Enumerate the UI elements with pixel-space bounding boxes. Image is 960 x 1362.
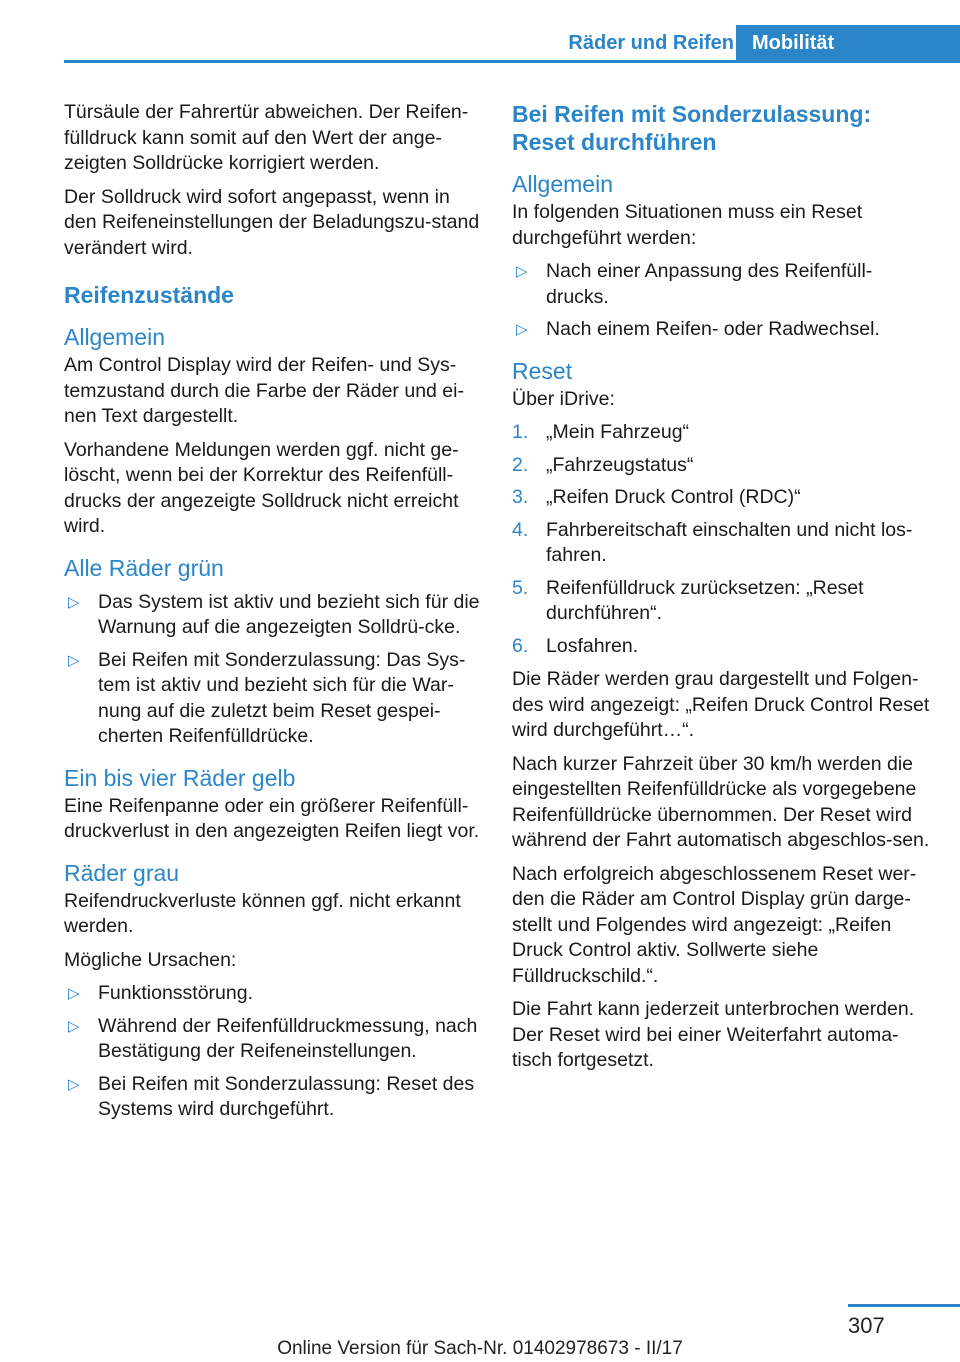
left-column	[64, 100, 482, 1131]
paragraph: In folgenden Situationen muss ein Reset durchgeführt werden:	[512, 201, 863, 249]
paragraph: Eine Reifenpanne oder ein größerer Reifenfüll-druckverlust in den angezeigten Reifen liegt vor.	[64, 794, 480, 842]
page-number: 307	[848, 1313, 885, 1338]
subsection-heading: Allgemein	[64, 324, 165, 350]
paragraph: Die Räder werden grau dargestellt und Folgen-des wird angezeigt: „Reifen Druck Control Reset wird durchgeführt…“.	[512, 668, 930, 741]
bullet-list	[512, 259, 932, 343]
step-list	[512, 420, 932, 659]
list-item: ▷ Das System ist aktiv und bezieht sich für die Warnung auf die angezeigten Solldrü-cke.	[68, 590, 480, 638]
paragraph: Über iDrive:	[512, 387, 615, 410]
triangle-bullet-icon: ▷	[68, 1075, 80, 1093]
header-section-title: Räder und Reifen	[568, 32, 734, 54]
triangle-bullet-icon: ▷	[68, 985, 80, 1002]
step-item: 6. Losfahren.	[512, 634, 932, 660]
triangle-bullet-icon: ▷	[68, 593, 80, 611]
right-column	[512, 100, 932, 1082]
section-heading: Reifenzustände	[64, 282, 234, 308]
list-item: ▷ Funktionsstörung.	[64, 981, 482, 1007]
subsection-heading: Ein bis vier Räder gelb	[64, 764, 296, 791]
step-number: 4.	[512, 518, 529, 541]
paragraph: Nach kurzer Fahrzeit über 30 km/h werden die eingestellten Reifenfülldrücke als vorgegebene Reifenfülldrücke übernommen. Der Reset wird während der Fahrt automatisch abgeschlos-sen.	[512, 752, 930, 851]
step-number: 6.	[512, 634, 529, 657]
list-item: ▷ Bei Reifen mit Sonderzulassung: Das Sys-tem ist aktiv und bezieht sich für die War-nung auf die zuletzt beim Reset gespei-cherten Reifenfülldrücke.	[68, 648, 466, 747]
paragraph: Vorhandene Meldungen werden ggf. nicht ge-löscht, wenn bei der Korrektur des Reifenfüll-drucks der angezeigte Solldruck nicht erreicht wird.	[64, 438, 459, 537]
paragraph: Türsäule der Fahrertür abweichen. Der Reifen-fülldruck kann somit auf den Wert der ange-zeigten Solldrücke korrigiert werden.	[64, 101, 469, 174]
step-item: 4. Fahrbereitschaft einschalten und nicht los-fahren.	[512, 518, 913, 566]
triangle-bullet-icon: ▷	[516, 321, 528, 338]
subsection-heading: Alle Räder grün	[64, 554, 224, 581]
subsection-heading: Allgemein	[512, 171, 613, 197]
header-chapter-tab: Mobilität	[736, 25, 960, 62]
step-number: 3.	[512, 486, 529, 508]
paragraph: Nach erfolgreich abgeschlossenem Reset wer-den die Räder am Control Display grün darge-stellt und Folgendes wird angezeigt: „Reifen Druck Control aktiv. Sollwerte siehe Fülldruckschild.“.	[512, 862, 917, 987]
step-item: 3. „Reifen Druck Control (RDC)“	[512, 485, 932, 511]
list-item: ▷ Nach einer Anpassung des Reifenfüll-drucks.	[516, 260, 873, 308]
subsection-heading: Reset	[512, 357, 573, 384]
paragraph: Die Fahrt kann jederzeit unterbrochen werden. Der Reset wird bei einer Weiterfahrt automa-tisch fortgesetzt.	[512, 998, 915, 1071]
paragraph: Am Control Display wird der Reifen- und Sys-temzustand durch die Farbe der Räder und ei-nen Text dargestellt.	[64, 354, 464, 427]
step-number: 5.	[512, 576, 529, 599]
paragraph: Der Solldruck wird sofort angepasst, wenn in den Reifeneinstellungen der Beladungszu-stand verändert wird.	[64, 185, 480, 259]
triangle-bullet-icon: ▷	[516, 263, 528, 280]
step-number: 2.	[512, 453, 529, 476]
bullet-list	[64, 981, 482, 1123]
step-item: 5. Reifenfülldruck zurücksetzen: „Reset durchführen“.	[512, 576, 864, 624]
paragraph: Mögliche Ursachen:	[64, 948, 237, 971]
step-item: 1. „Mein Fahrzeug“	[512, 420, 932, 446]
list-item: ▷ Bei Reifen mit Sonderzulassung: Reset des Systems wird durchgeführt.	[68, 1072, 475, 1120]
bullet-list	[64, 590, 482, 750]
triangle-bullet-icon: ▷	[68, 651, 80, 669]
subsection-heading: Räder grau	[64, 859, 180, 886]
list-item: ▷ Nach einem Reifen- oder Radwechsel.	[512, 317, 932, 343]
step-item: 2. „Fahrzeugstatus“	[512, 453, 932, 479]
list-item: ▷ Während der Reifenfülldruckmessung, nach Bestätigung der Reifeneinstellungen.	[68, 1014, 478, 1062]
step-number: 1.	[512, 421, 529, 443]
footer-note: Online Version für Sach-Nr. 01402978673 - II/17	[277, 1338, 683, 1359]
paragraph: Reifendruckverluste können ggf. nicht erkannt werden.	[64, 889, 461, 937]
page-number-rule	[848, 1304, 960, 1307]
section-heading: Bei Reifen mit Sonderzulassung: Reset durchführen	[512, 101, 872, 155]
header-rule	[64, 60, 960, 63]
triangle-bullet-icon: ▷	[68, 1017, 80, 1035]
